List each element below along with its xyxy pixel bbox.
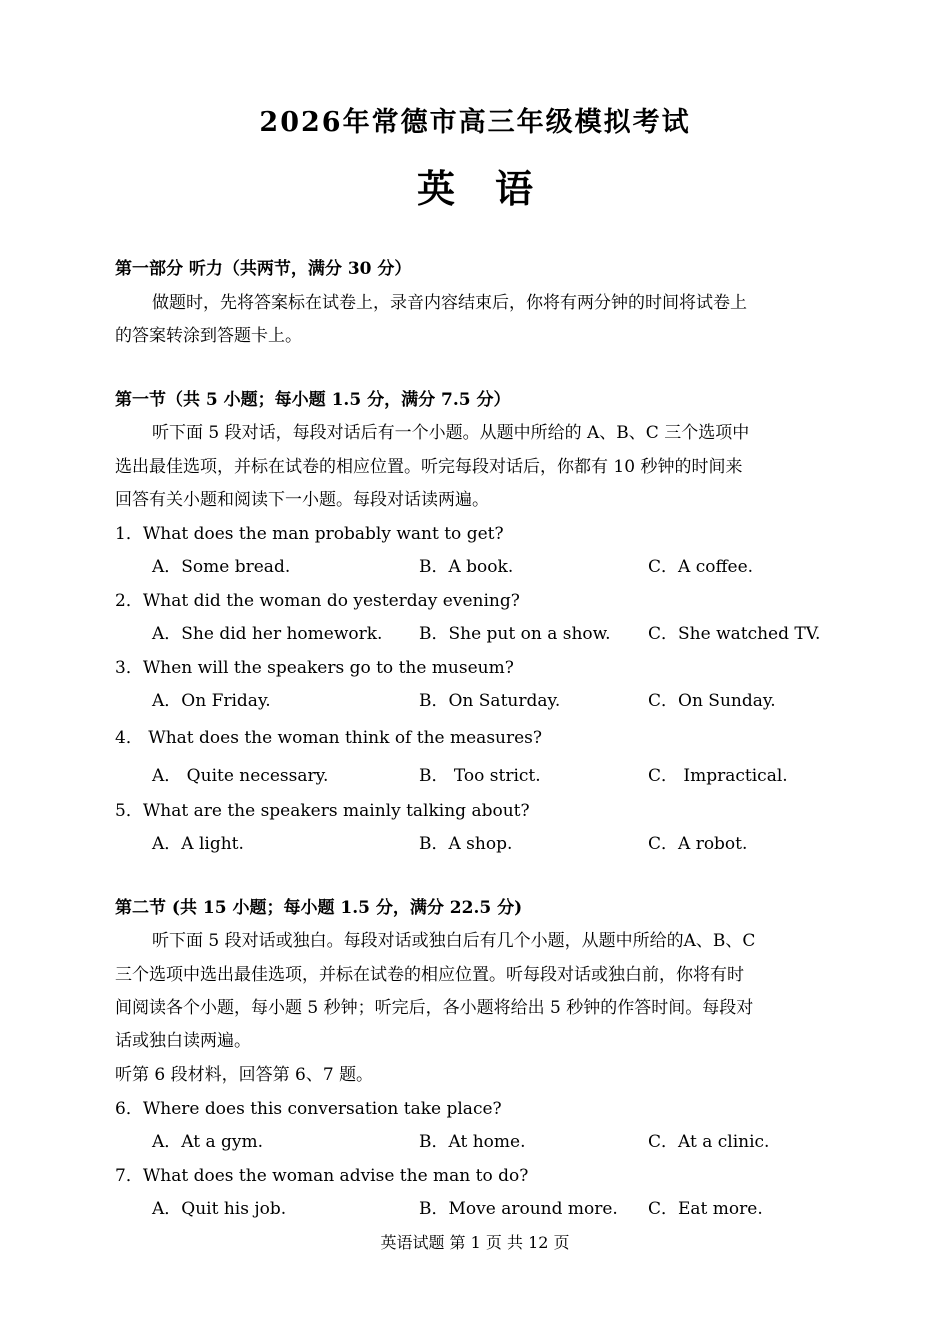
section1-instruction-line: 选出最佳选项，并标在试卷的相应位置。听完每段对话后，你都有 10 秒钟的时间来 bbox=[115, 457, 743, 477]
page-footer: 英语试题 第 1 页 共 12 页 bbox=[380, 1233, 570, 1252]
option-b: B．She put on a show. bbox=[419, 624, 611, 644]
section2-instruction-line: 话或独白读两遍。 bbox=[115, 1031, 251, 1051]
option-c: C．Eat more. bbox=[648, 1199, 763, 1219]
option-a: A．On Friday. bbox=[152, 691, 271, 711]
section2-instruction-line: 听下面 5 段对话或独白。每段对话或独白后有几个小题，从题中所给的A、B、C bbox=[152, 931, 756, 951]
question-stem: 6．Where does this conversation take place? bbox=[115, 1099, 502, 1119]
option-a: A．At a gym. bbox=[152, 1132, 264, 1152]
section1-heading: 第一节（共 5 小题；每小题 1.5 分，满分 7.5 分） bbox=[115, 390, 511, 410]
part1-instruction-line: 做题时，先将答案标在试卷上，录音内容结束后，你将有两分钟的时间将试卷上 bbox=[152, 293, 747, 313]
option-c: C．She watched TV. bbox=[648, 624, 821, 644]
option-c: C． Impractical. bbox=[648, 766, 788, 786]
option-a: A．She did her homework. bbox=[152, 624, 383, 644]
section2-instruction-line: 三个选项中选出最佳选项，并标在试卷的相应位置。听每段对话或独白前，你将有时 bbox=[115, 965, 744, 985]
option-c: C．At a clinic. bbox=[648, 1132, 770, 1152]
option-b: B．On Saturday. bbox=[419, 691, 561, 711]
part1-instruction-line: 的答案转涂到答题卡上。 bbox=[115, 326, 302, 346]
option-b: B．Move around more. bbox=[419, 1199, 618, 1219]
option-b: B． Too strict. bbox=[419, 766, 541, 786]
section2-heading: 第二节 (共 15 小题；每小题 1.5 分，满分 22.5 分) bbox=[115, 898, 523, 918]
question-stem: 1．What does the man probably want to get? bbox=[115, 524, 504, 544]
option-a: A．A light. bbox=[152, 834, 244, 854]
option-c: C．A robot. bbox=[648, 834, 748, 854]
question-stem: 3．When will the speakers go to the museum? bbox=[115, 658, 514, 678]
option-b: B．At home. bbox=[419, 1132, 526, 1152]
option-b: B．A book. bbox=[419, 557, 514, 577]
option-a: A．Some bread. bbox=[152, 557, 291, 577]
option-a: A．Quit his job. bbox=[152, 1199, 287, 1219]
option-c: C．A coffee. bbox=[648, 557, 754, 577]
section1-instruction-line: 回答有关小题和阅读下一小题。每段对话读两遍。 bbox=[115, 490, 489, 510]
exam-title: 2026年常德市高三年级模拟考试 bbox=[259, 107, 691, 138]
material-note: 听第 6 段材料，回答第 6、7 题。 bbox=[115, 1065, 374, 1085]
question-stem: 7．What does the woman advise the man to do? bbox=[115, 1166, 529, 1186]
question-stem: 4． What does the woman think of the measures? bbox=[115, 728, 543, 748]
option-b: B．A shop. bbox=[419, 834, 513, 854]
option-c: C．On Sunday. bbox=[648, 691, 776, 711]
question-stem: 5．What are the speakers mainly talking about? bbox=[115, 801, 530, 821]
part1-heading: 第一部分 听力（共两节，满分 30 分） bbox=[115, 259, 412, 279]
option-a: A． Quite necessary. bbox=[152, 766, 329, 786]
question-stem: 2．What did the woman do yesterday evening? bbox=[115, 591, 520, 611]
section2-instruction-line: 间阅读各个小题，每小题 5 秒钟；听完后，各小题将给出 5 秒钟的作答时间。每段对 bbox=[115, 998, 754, 1018]
exam-subject: 英语 bbox=[416, 166, 573, 211]
section1-instruction-line: 听下面 5 段对话，每段对话后有一个小题。从题中所给的 A、B、C 三个选项中 bbox=[152, 423, 750, 443]
